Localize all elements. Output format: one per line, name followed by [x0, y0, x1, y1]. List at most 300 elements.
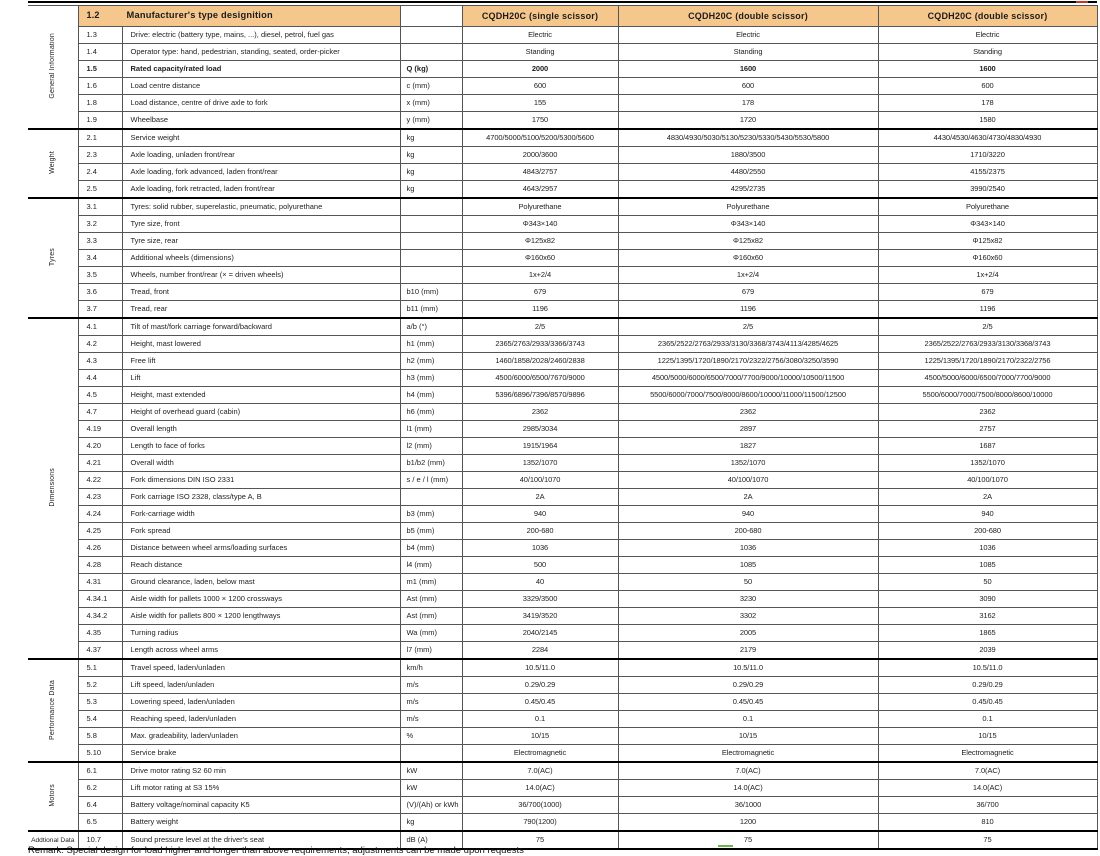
table-row — [28, 608, 1097, 625]
table-row — [28, 147, 1097, 164]
spec-value: 0.29/0.29 — [618, 677, 878, 694]
row-description: Distance between wheel arms/loading surfaces — [122, 540, 400, 557]
spec-value: Polyurethane — [462, 198, 618, 216]
spec-value: 1880/3500 — [618, 147, 878, 164]
spec-value: Electromagnetic — [618, 745, 878, 763]
row-number: 4.3 — [78, 353, 122, 370]
spec-value: 200-680 — [878, 523, 1097, 540]
spec-value: 2/5 — [878, 318, 1097, 336]
row-description: Tread, rear — [122, 301, 400, 319]
spec-value: 10/15 — [618, 728, 878, 745]
spec-value: 1460/1858/2028/2460/2838 — [462, 353, 618, 370]
row-unit: dB (A) — [400, 831, 462, 849]
spec-value: 2000 — [462, 61, 618, 78]
row-number: 3.3 — [78, 233, 122, 250]
table-row — [28, 728, 1097, 745]
row-number: 4.25 — [78, 523, 122, 540]
row-number: 6.5 — [78, 814, 122, 832]
row-unit: Ast (mm) — [400, 608, 462, 625]
row-number: 4.22 — [78, 472, 122, 489]
row-description: Travel speed, laden/unladen — [122, 659, 400, 677]
row-number: 6.2 — [78, 780, 122, 797]
row-description: Sound pressure level at the driver's seat — [122, 831, 400, 849]
row-number: 10.7 — [78, 831, 122, 849]
row-number: 5.8 — [78, 728, 122, 745]
section-label: Motors — [49, 784, 57, 808]
row-number: 4.24 — [78, 506, 122, 523]
row-description: Load centre distance — [122, 78, 400, 95]
row-unit: b5 (mm) — [400, 523, 462, 540]
table-row — [28, 523, 1097, 540]
row-number: 5.10 — [78, 745, 122, 763]
row-unit: km/h — [400, 659, 462, 677]
spec-value: 10/15 — [462, 728, 618, 745]
table-row — [28, 591, 1097, 608]
table-row — [28, 659, 1097, 677]
spec-value: 2365/2522/2763/2933/3130/3368/3743/4113/4285/4625 — [618, 336, 878, 353]
row-unit — [400, 44, 462, 61]
table-row — [28, 625, 1097, 642]
spec-value: 2757 — [878, 421, 1097, 438]
spec-value: 4700/5000/5100/5200/5300/5600 — [462, 129, 618, 147]
spec-value: Electric — [462, 27, 618, 44]
table-row — [28, 421, 1097, 438]
spec-value: 2000/3600 — [462, 147, 618, 164]
row-unit: x (mm) — [400, 95, 462, 112]
row-number: 1.9 — [78, 112, 122, 130]
spec-value: 2A — [618, 489, 878, 506]
row-unit: (V)/(Ah) or kWh — [400, 797, 462, 814]
spec-value: 40/100/1070 — [462, 472, 618, 489]
row-unit: b10 (mm) — [400, 284, 462, 301]
row-number: 4.35 — [78, 625, 122, 642]
row-description: Operator type: hand, pedestrian, standing, seated, order-picker — [122, 44, 400, 61]
spec-value: 679 — [462, 284, 618, 301]
row-unit: % — [400, 728, 462, 745]
row-description: Battery weight — [122, 814, 400, 832]
row-unit: c (mm) — [400, 78, 462, 95]
spec-value: 10/15 — [878, 728, 1097, 745]
spec-value: Φ160x60 — [462, 250, 618, 267]
spec-value: Φ125x82 — [878, 233, 1097, 250]
spec-value: 2005 — [618, 625, 878, 642]
row-description: Lift — [122, 370, 400, 387]
spec-value: 1036 — [618, 540, 878, 557]
spec-value: 4843/2757 — [462, 164, 618, 181]
spec-value: 810 — [878, 814, 1097, 832]
spec-value: 940 — [462, 506, 618, 523]
row-number: 5.2 — [78, 677, 122, 694]
row-description: Fork spread — [122, 523, 400, 540]
table-row — [28, 78, 1097, 95]
row-unit: kg — [400, 147, 462, 164]
header-row-number: 1.2 — [86, 10, 100, 21]
row-description: Rated capacity/rated load — [122, 61, 400, 78]
spec-value: 10.5/11.0 — [462, 659, 618, 677]
table-row — [28, 540, 1097, 557]
row-description: Reach distance — [122, 557, 400, 574]
row-number: 4.19 — [78, 421, 122, 438]
row-number: 2.3 — [78, 147, 122, 164]
row-description: Tyre size, rear — [122, 233, 400, 250]
row-unit: kg — [400, 129, 462, 147]
table-row — [28, 370, 1097, 387]
row-description: Height of overhead guard (cabin) — [122, 404, 400, 421]
spec-value: 2284 — [462, 642, 618, 660]
section-label-cell — [28, 6, 78, 130]
spec-value: 2362 — [462, 404, 618, 421]
spec-value: 1352/1070 — [462, 455, 618, 472]
section-label: Performance Data — [49, 679, 57, 740]
table-row — [28, 387, 1097, 404]
spec-value: 1036 — [462, 540, 618, 557]
spec-value: 14.0(AC) — [618, 780, 878, 797]
row-unit: h3 (mm) — [400, 370, 462, 387]
row-description: Lift motor rating at S3 15% — [122, 780, 400, 797]
spec-value: Φ343×140 — [462, 216, 618, 233]
spec-value: 75 — [878, 831, 1097, 849]
spec-value: 1x+2/4 — [618, 267, 878, 284]
row-description: Reaching speed, laden/unladen — [122, 711, 400, 728]
spec-value: 2362 — [618, 404, 878, 421]
row-number: 4.2 — [78, 336, 122, 353]
table-row — [28, 198, 1097, 216]
row-unit: kW — [400, 780, 462, 797]
row-description: Length across wheel arms — [122, 642, 400, 660]
spec-value: 50 — [878, 574, 1097, 591]
spec-value: 600 — [878, 78, 1097, 95]
spec-value: 155 — [462, 95, 618, 112]
row-description: Free lift — [122, 353, 400, 370]
row-description: Height, mast lowered — [122, 336, 400, 353]
row-description: Overall length — [122, 421, 400, 438]
row-description: Drive motor rating S2 60 min — [122, 762, 400, 780]
row-unit: l7 (mm) — [400, 642, 462, 660]
spec-value: 4155/2375 — [878, 164, 1097, 181]
spec-value: Φ125x82 — [618, 233, 878, 250]
row-description: Tread, front — [122, 284, 400, 301]
row-unit: h2 (mm) — [400, 353, 462, 370]
table-row — [28, 27, 1097, 44]
spec-value: 200-680 — [618, 523, 878, 540]
spec-value: 1x+2/4 — [462, 267, 618, 284]
row-unit — [400, 27, 462, 44]
spec-value: 3162 — [878, 608, 1097, 625]
row-number: 4.31 — [78, 574, 122, 591]
row-unit — [400, 216, 462, 233]
row-description: Aisle width for pallets 800 × 1200 lengthways — [122, 608, 400, 625]
spec-value: 2365/2763/2933/3366/3743 — [462, 336, 618, 353]
spec-value: Electric — [878, 27, 1097, 44]
spec-value: 1710/3220 — [878, 147, 1097, 164]
spec-value: 1352/1070 — [618, 455, 878, 472]
table-row — [28, 745, 1097, 763]
spec-value: 178 — [878, 95, 1097, 112]
row-unit: l4 (mm) — [400, 557, 462, 574]
table-row — [28, 129, 1097, 147]
spec-value: 1196 — [618, 301, 878, 319]
spec-value: 1827 — [618, 438, 878, 455]
spec-value: Φ125x82 — [462, 233, 618, 250]
row-unit — [400, 233, 462, 250]
section-label-cell — [28, 129, 78, 198]
spec-value: 2179 — [618, 642, 878, 660]
spec-value: 200-680 — [462, 523, 618, 540]
spec-value: 1750 — [462, 112, 618, 130]
table-top-rule — [28, 1, 1097, 3]
spec-value: 0.29/0.29 — [878, 677, 1097, 694]
table-row — [28, 557, 1097, 574]
table-row — [28, 164, 1097, 181]
row-unit: kg — [400, 181, 462, 199]
row-number: 5.4 — [78, 711, 122, 728]
row-description: Fork carriage ISO 2328, class/type A, B — [122, 489, 400, 506]
row-number: 4.7 — [78, 404, 122, 421]
spec-value: 4500/5000/6000/6500/7000/7700/9000/10000/10500/11500 — [618, 370, 878, 387]
spec-value: 1196 — [878, 301, 1097, 319]
spec-value: 36/700 — [878, 797, 1097, 814]
spec-value: Electromagnetic — [462, 745, 618, 763]
spec-value: 790(1200) — [462, 814, 618, 832]
row-description: Additional wheels (dimensions) — [122, 250, 400, 267]
spec-value: 1687 — [878, 438, 1097, 455]
row-number: 4.34.1 — [78, 591, 122, 608]
spec-value: 2039 — [878, 642, 1097, 660]
spec-value: 2A — [878, 489, 1097, 506]
spec-value: 600 — [462, 78, 618, 95]
row-description: Fork-carriage width — [122, 506, 400, 523]
row-number: 2.1 — [78, 129, 122, 147]
spec-value: 14.0(AC) — [462, 780, 618, 797]
table-row — [28, 233, 1097, 250]
spec-value: 2365/2522/2763/2933/3130/3368/3743 — [878, 336, 1097, 353]
spec-value: 50 — [618, 574, 878, 591]
red-corner-mark — [1076, 1, 1088, 3]
spec-value: 4480/2550 — [618, 164, 878, 181]
spec-value: 75 — [618, 831, 878, 849]
spec-value: 36/1000 — [618, 797, 878, 814]
spec-value: 2/5 — [462, 318, 618, 336]
spec-value: 4643/2957 — [462, 181, 618, 199]
spec-value: 1200 — [618, 814, 878, 832]
spec-value: 7.0(AC) — [618, 762, 878, 780]
specification-table — [28, 5, 1098, 850]
table-row — [28, 318, 1097, 336]
spec-value: 0.29/0.29 — [462, 677, 618, 694]
spec-value: 0.1 — [462, 711, 618, 728]
row-description: Turning radius — [122, 625, 400, 642]
section-label: General Information — [49, 33, 57, 100]
row-unit — [400, 250, 462, 267]
spec-value: 3302 — [618, 608, 878, 625]
table-row — [28, 574, 1097, 591]
row-number: 4.23 — [78, 489, 122, 506]
spec-value: 0.1 — [618, 711, 878, 728]
spec-value: 5500/6000/7000/7500/8000/8600/10000 — [878, 387, 1097, 404]
row-number: 4.28 — [78, 557, 122, 574]
spec-value: 1915/1964 — [462, 438, 618, 455]
row-number: 3.2 — [78, 216, 122, 233]
row-unit: b1/b2 (mm) — [400, 455, 462, 472]
header-unit-cell — [400, 6, 462, 27]
row-description: Service brake — [122, 745, 400, 763]
row-description: Service weight — [122, 129, 400, 147]
header-title: Manufacturer's type designition — [126, 10, 273, 21]
spec-value: 2897 — [618, 421, 878, 438]
table-row — [28, 711, 1097, 728]
spec-value: 1x+2/4 — [878, 267, 1097, 284]
row-unit: kW — [400, 762, 462, 780]
row-unit: m/s — [400, 694, 462, 711]
green-mark — [718, 845, 733, 847]
row-unit — [400, 745, 462, 763]
spec-value: 2362 — [878, 404, 1097, 421]
row-unit: kg — [400, 814, 462, 832]
table-row — [28, 181, 1097, 199]
spec-value: 1036 — [878, 540, 1097, 557]
row-number: 5.3 — [78, 694, 122, 711]
row-number: 5.1 — [78, 659, 122, 677]
spec-value: 7.0(AC) — [462, 762, 618, 780]
row-description: Axle loading, fork retracted, laden front/rear — [122, 181, 400, 199]
table-row — [28, 250, 1097, 267]
table-row — [28, 642, 1097, 660]
spec-value: 2A — [462, 489, 618, 506]
spec-value: 75 — [462, 831, 618, 849]
spec-value: 5500/6000/7000/7500/8000/8600/10000/11000/11500/12500 — [618, 387, 878, 404]
spec-value: 40/100/1070 — [618, 472, 878, 489]
spec-value: 40/100/1070 — [878, 472, 1097, 489]
spec-value: 0.45/0.45 — [618, 694, 878, 711]
row-unit: Q (kg) — [400, 61, 462, 78]
table-row — [28, 762, 1097, 780]
table-row — [28, 455, 1097, 472]
spec-value: 7.0(AC) — [878, 762, 1097, 780]
row-number: 4.4 — [78, 370, 122, 387]
row-unit: b11 (mm) — [400, 301, 462, 319]
row-unit: m1 (mm) — [400, 574, 462, 591]
table-row — [28, 489, 1097, 506]
spec-value: 3990/2540 — [878, 181, 1097, 199]
row-number: 3.1 — [78, 198, 122, 216]
row-number: 2.5 — [78, 181, 122, 199]
spec-value: 3419/3520 — [462, 608, 618, 625]
row-description: Overall width — [122, 455, 400, 472]
row-unit — [400, 267, 462, 284]
model-header: CQDH20C (double scissor) — [878, 6, 1097, 27]
table-row — [28, 267, 1097, 284]
spec-value: 1580 — [878, 112, 1097, 130]
spec-value: 40 — [462, 574, 618, 591]
header-title-cell — [78, 6, 400, 27]
spec-value: 0.45/0.45 — [878, 694, 1097, 711]
spec-value: 2985/3034 — [462, 421, 618, 438]
spec-value: 940 — [878, 506, 1097, 523]
row-number: 2.4 — [78, 164, 122, 181]
remark-text: Remark: Special design for load higher and longer than above requirements, adjustments can be made upon requests — [28, 845, 524, 856]
row-number: 1.5 — [78, 61, 122, 78]
spec-value: 2040/2145 — [462, 625, 618, 642]
row-number: 4.1 — [78, 318, 122, 336]
table-row — [28, 44, 1097, 61]
spec-value: 5396/6896/7396/8570/9896 — [462, 387, 618, 404]
spec-value: 3230 — [618, 591, 878, 608]
row-unit — [400, 198, 462, 216]
row-description: Battery voltage/nominal capacity K5 — [122, 797, 400, 814]
spec-value: 1085 — [618, 557, 878, 574]
spec-value: Φ160x60 — [878, 250, 1097, 267]
spec-value: 1225/1395/1720/1890/2170/2322/2756 — [878, 353, 1097, 370]
table-row — [28, 353, 1097, 370]
row-unit: b4 (mm) — [400, 540, 462, 557]
row-number: 3.7 — [78, 301, 122, 319]
row-unit: a/b (°) — [400, 318, 462, 336]
spec-value: 1196 — [462, 301, 618, 319]
row-description: Lift speed, laden/unladen — [122, 677, 400, 694]
row-unit: b3 (mm) — [400, 506, 462, 523]
row-number: 6.4 — [78, 797, 122, 814]
row-number: 1.4 — [78, 44, 122, 61]
row-unit: h6 (mm) — [400, 404, 462, 421]
row-description: Length to face of forks — [122, 438, 400, 455]
spec-value: 500 — [462, 557, 618, 574]
row-description: Axle loading, fork advanced, laden front/rear — [122, 164, 400, 181]
spec-value: Standing — [618, 44, 878, 61]
spec-value: 36/700(1000) — [462, 797, 618, 814]
table-row — [28, 694, 1097, 711]
row-unit — [400, 489, 462, 506]
spec-value: Electromagnetic — [878, 745, 1097, 763]
model-header: CQDH20C (double scissor) — [618, 6, 878, 27]
spec-value: 10.5/11.0 — [618, 659, 878, 677]
spec-value: 0.45/0.45 — [462, 694, 618, 711]
row-unit: s / e / l (mm) — [400, 472, 462, 489]
table-row — [28, 814, 1097, 832]
table-row — [28, 61, 1097, 78]
row-number: 1.8 — [78, 95, 122, 112]
spec-value: 4295/2735 — [618, 181, 878, 199]
table-row — [28, 112, 1097, 130]
row-description: Wheelbase — [122, 112, 400, 130]
table-row — [28, 284, 1097, 301]
table-row — [28, 301, 1097, 319]
spec-value: 10.5/11.0 — [878, 659, 1097, 677]
spec-value: Standing — [878, 44, 1097, 61]
row-number: 3.6 — [78, 284, 122, 301]
row-number: 4.34.2 — [78, 608, 122, 625]
spec-value: Φ343×140 — [618, 216, 878, 233]
row-unit: h1 (mm) — [400, 336, 462, 353]
row-number: 4.37 — [78, 642, 122, 660]
row-number: 1.3 — [78, 27, 122, 44]
row-description: Wheels, number front/rear (× = driven wheels) — [122, 267, 400, 284]
spec-value: 4500/6000/6500/7670/9000 — [462, 370, 618, 387]
spec-value: Φ343×140 — [878, 216, 1097, 233]
row-description: Drive: electric (battery type, mains, ...), diesel, petrol, fuel gas — [122, 27, 400, 44]
table-row — [28, 780, 1097, 797]
spec-value: 4430/4530/4630/4730/4830/4930 — [878, 129, 1097, 147]
row-number: 4.21 — [78, 455, 122, 472]
table-row — [28, 216, 1097, 233]
row-unit: m/s — [400, 711, 462, 728]
spec-value: 3090 — [878, 591, 1097, 608]
row-description: Load distance, centre of drive axle to fork — [122, 95, 400, 112]
table-header-row — [28, 6, 1097, 27]
row-description: Fork dimensions DIN ISO 2331 — [122, 472, 400, 489]
row-number: 3.5 — [78, 267, 122, 284]
row-description: Max. gradeability, laden/unladen — [122, 728, 400, 745]
table-row — [28, 797, 1097, 814]
